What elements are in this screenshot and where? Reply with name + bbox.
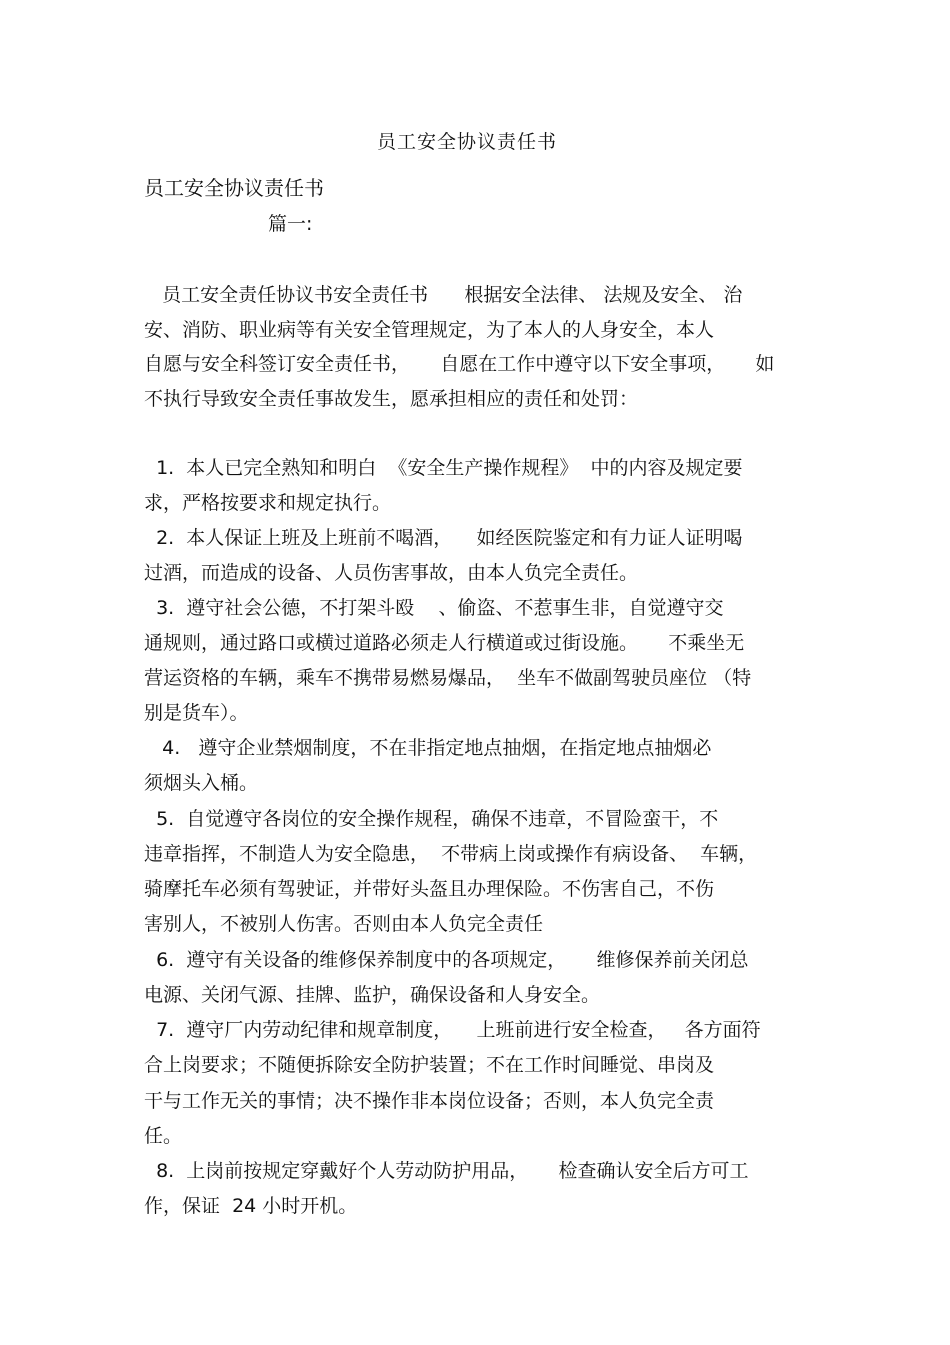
body-line: 违章指挥，不制造人为安全隐患， 不带病上岗或操作有病设备、 车辆， <box>144 843 758 865</box>
body-line: 7. 遵守厂内劳动纪律和规章制度， 上班前进行安全检查， 各方面符 <box>144 1019 761 1041</box>
body-line: 别是货车）。 <box>144 702 249 724</box>
body-line: 作，保证 24 小时开机。 <box>144 1195 358 1217</box>
document-title: 员工安全协议责任书 <box>376 131 557 153</box>
body-line: 6. 遵守有关设备的维修保养制度中的各项规定， 维修保养前关闭总 <box>144 949 749 971</box>
body-line: 须烟头入桶。 <box>144 772 259 794</box>
body-line: 5. 自觉遵守各岗位的安全操作规程，确保不违章，不冒险蛮干，不 <box>144 808 719 830</box>
body-line: 3. 遵守社会公德，不打架斗殴 、偷盗、不惹事生非，自觉遵守交 <box>144 597 724 619</box>
body-line: 求，严格按要求和规定执行。 <box>144 492 392 514</box>
body-line: 营运资格的车辆，乘车不携带易燃易爆品， 坐车不做副驾驶员座位 （特 <box>144 667 752 689</box>
body-line: 1. 本人已完全熟知和明白 《安全生产操作规程》 中的内容及规定要 <box>144 457 743 479</box>
body-line: 电源、关闭气源、挂牌、监护，确保设备和人身安全。 <box>144 984 601 1006</box>
body-line: 过酒，而造成的设备、人员伤害事故，由本人负完全责任。 <box>144 562 639 584</box>
section-label: 篇一: <box>268 213 313 235</box>
body-line: 骑摩托车必须有驾驶证，并带好头盔且办理保险。不伤害自己，不伤 <box>144 878 715 900</box>
body-line: 通规则，通过路口或横过道路必须走人行横道或过街设施。 不乘坐无 <box>144 632 745 654</box>
body-line: 员工安全责任协议书安全责任书 根据安全法律、 法规及安全、 治 <box>144 284 743 306</box>
body-line: 4. 遵守企业禁烟制度，不在非指定地点抽烟，在指定地点抽烟必 <box>144 737 712 759</box>
body-line: 任。 <box>144 1125 183 1147</box>
body-line: 自愿与安全科签订安全责任书， 自愿在工作中遵守以下安全事项， 如 <box>144 353 775 375</box>
body-line: 害别人，不被别人伤害。否则由本人负完全责任 <box>144 913 544 935</box>
document-subtitle: 员工安全协议责任书 <box>144 176 324 200</box>
body-line: 合上岗要求；不随便拆除安全防护装置；不在工作时间睡觉、串岗及 <box>144 1054 715 1076</box>
body-line: 干与工作无关的事情；决不操作非本岗位设备；否则，本人负完全责 <box>144 1090 715 1112</box>
body-line: 不执行导致安全责任事故发生，愿承担相应的责任和处罚： <box>144 388 639 410</box>
body-line: 安、消防、职业病等有关安全管理规定，为了本人的人身安全，本人 <box>144 319 715 341</box>
body-line: 8. 上岗前按规定穿戴好个人劳动防护用品， 检查确认安全后方可工 <box>144 1160 749 1182</box>
body-line: 2. 本人保证上班及上班前不喝酒， 如经医院鉴定和有力证人证明喝 <box>144 527 743 549</box>
